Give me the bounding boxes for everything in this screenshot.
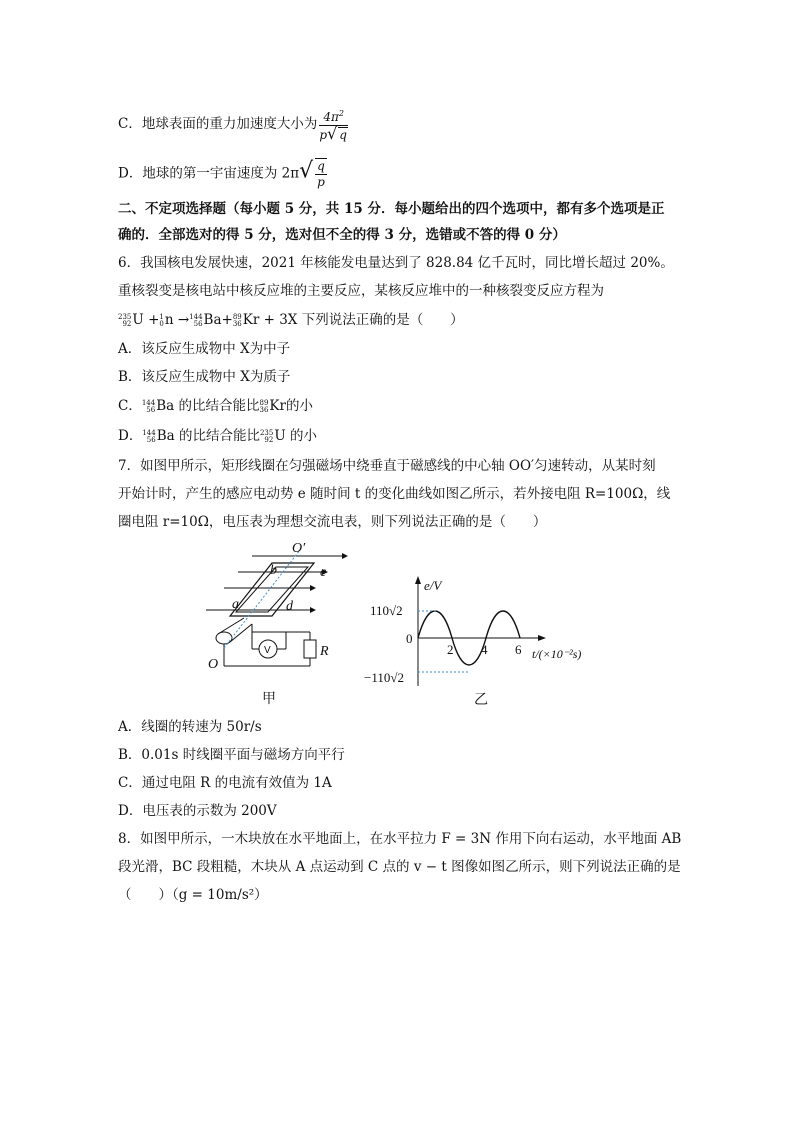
q5-option-c-fraction: $\frac{4\pi^2}{p√ q}$ (319, 106, 348, 143)
x-tick-4: 4 (481, 642, 488, 657)
label-d: d (286, 599, 293, 614)
label-r: R (320, 644, 329, 659)
q6-option-a: A．该反应生成物中 X为中子 (118, 341, 291, 357)
q6-stem-line1: 6．我国核电发展快速，2021 年核能发电量达到了 828.84 亿千瓦时，同比增长超过 20%。 (118, 255, 674, 271)
label-o-prime: O′ (292, 541, 306, 556)
q5-option-d-text: D．地球的第一宇宙速度为 2π (118, 165, 300, 182)
q5-option-d-fraction: $\frac{q}{p}$ (317, 159, 325, 189)
x-axis-label: t/(×10⁻²s) (532, 647, 582, 661)
q8-stem-line1: 8．如图甲所示，一木块放在水平地面上，在水平拉力 F = 3N 作用下向右运动，水平地面 AB (118, 831, 682, 847)
label-v: V (264, 645, 271, 656)
figure-jia-coil-diagram (190, 538, 350, 710)
y-axis-label: e/V (424, 578, 442, 593)
q6-equation: 235 92 U + 1 0 n → 144 56 Ba+ 89 36 Kr + 3X 下列说法正确的是（ ） (118, 312, 464, 328)
q5-option-d: D．地球的第一宇宙速度为 2π√ $\frac{q}{p}$ (118, 158, 325, 189)
resistor-r (304, 640, 316, 658)
label-b: b (270, 563, 277, 578)
q7-stem-line1: 7．如图甲所示，矩形线圈在匀强磁场中绕垂直于磁感线的中心轴 OO′匀速转动，从某时刻 (118, 458, 656, 474)
q6-stem-line2: 重核裂变是核电站中核反应堆的主要反应，某核反应堆中的一种核裂变反应方程为 (118, 283, 604, 299)
y-tick-bottom: −110√2 (364, 670, 404, 685)
q6-option-d: D． 144 56 Ba 的比结合能比 235 92 U 的小 (118, 428, 318, 444)
q7-option-a: A．线圈的转速为 50r/s (118, 719, 262, 735)
caption-yi: 乙 (474, 692, 488, 708)
q7-stem-line3: 圈电阻 r=10Ω，电压表为理想交流电表，则下列说法正确的是（ ） (118, 514, 547, 530)
section2-header-line2: 确的．全部选对的得 5 分，选对但不全的得 3 分，选错或不答的得 0 分） (118, 227, 566, 243)
x-tick-2: 2 (447, 642, 454, 657)
x-tick-6: 6 (515, 642, 522, 657)
label-c: c (320, 565, 327, 580)
figure-yi-emf-graph (360, 572, 600, 708)
q5-option-c (118, 106, 350, 143)
y-tick-top: 110√2 (370, 603, 403, 618)
caption-jia: 甲 (262, 691, 276, 707)
section2-header-line1: 二、不定项选择题（每小题 5 分，共 15 分．每小题给出的四个选项中，都有多个选项是正 (118, 201, 665, 217)
origin-label: 0 (406, 631, 413, 646)
q6-option-c: C． 144 56 Ba 的比结合能比 89 36 Kr的小 (118, 398, 313, 414)
q7-stem-line2: 开始计时，产生的感应电动势 e 随时间 t 的变化曲线如图乙所示，若外接电阻 R=100Ω，线 (118, 486, 671, 502)
q8-stem-line2: 段光滑，BC 段粗糙，木块从 A 点运动到 C 点的 v − t 图像如图乙所示，则下列说法正确的是 (118, 859, 681, 875)
q7-option-c: C．通过电阻 R 的电流有效值为 1A (118, 775, 332, 791)
q7-option-b: B．0.01s 时线圈平面与磁场方向平行 (118, 747, 345, 763)
q7-option-d: D．电压表的示数为 200V (118, 803, 277, 819)
q6-option-b: B．该反应生成物中 X为质子 (118, 369, 291, 385)
label-o: O (208, 657, 219, 672)
q8-stem-line3: （ ）（g = 10m/s²） (118, 887, 268, 903)
label-a: a (232, 597, 239, 612)
q5-option-c-text: C．地球表面的重力加速度大小为 (118, 116, 318, 132)
